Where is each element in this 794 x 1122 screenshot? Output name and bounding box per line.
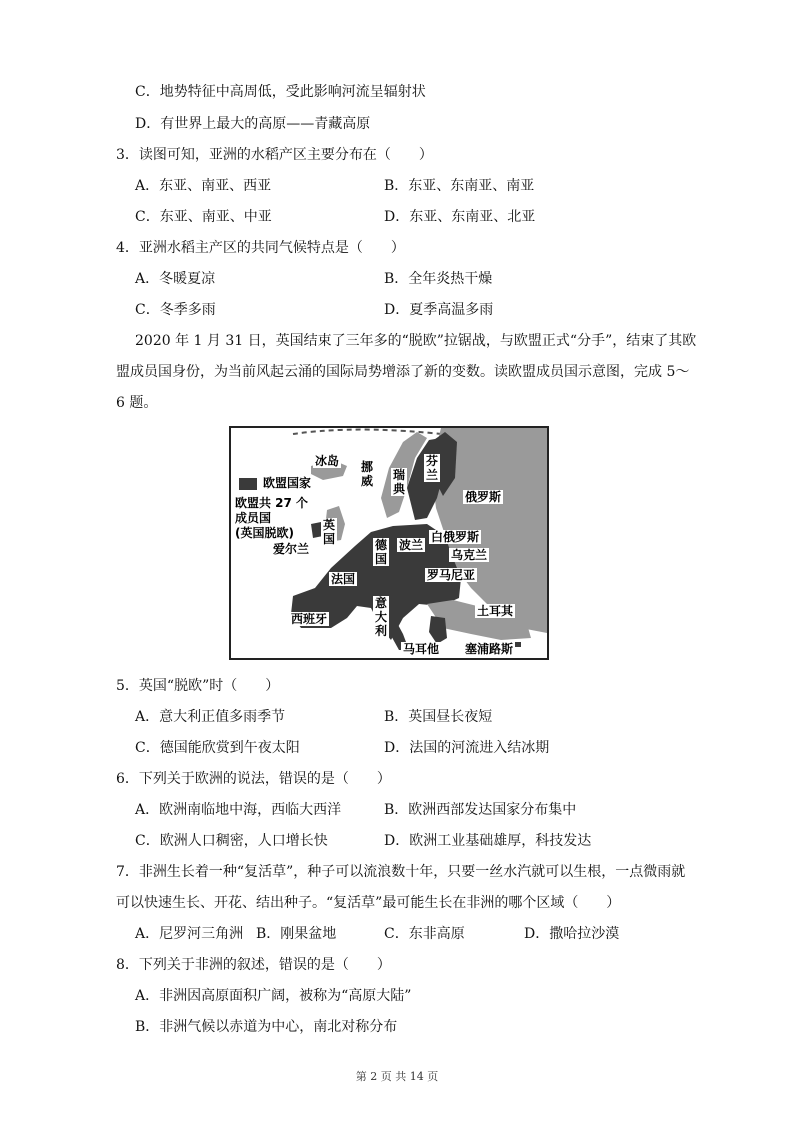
q2-option-d: D．有世界上最大的高原——青藏高原	[135, 116, 371, 132]
label-germany: 德国	[374, 538, 387, 566]
label-poland: 波兰	[399, 538, 424, 552]
page-footer: 第 2 页 共 14 页	[355, 1070, 439, 1083]
label-turkey: 土耳其	[477, 604, 514, 618]
map-note-line-3: (英国脱欧)	[235, 526, 294, 540]
greece-shape	[429, 616, 447, 644]
q7-option-b: B．刚果盆地	[256, 926, 337, 942]
q3-option-b: B．东亚、东南亚、南亚	[384, 178, 535, 194]
label-norway: 挪威	[360, 460, 373, 488]
q5-stem: 5．英国“脱欧”时（ ）	[116, 678, 280, 694]
label-italy: 意大利	[374, 596, 387, 638]
q7-option-d: D．撒哈拉沙漠	[524, 926, 620, 942]
q3-stem: 3．读图可知，亚洲的水稻产区主要分布在（ ）	[116, 147, 433, 163]
q4-option-c: C．冬季多雨	[135, 302, 216, 318]
q7-option-c: C．东非高原	[384, 926, 465, 942]
q8-stem: 8．下列关于非洲的叙述，错误的是（ ）	[116, 957, 391, 973]
q7-stem-line-1: 7．非洲生长着一种“复活草”，种子可以流浪数十年，只要一丝水汽就可以生根，一点微雨就	[116, 864, 686, 880]
q5-option-a: A．意大利正值多雨季节	[135, 709, 286, 725]
map-note-line-2: 成员国	[235, 511, 272, 525]
q4-stem: 4．亚洲水稻主产区的共同气候特点是（ ）	[116, 240, 405, 256]
legend-label: 欧盟国家	[263, 476, 312, 490]
eu-member-map	[229, 426, 549, 660]
legend-swatch	[239, 478, 257, 490]
label-belarus: 白俄罗斯	[431, 530, 480, 544]
q2-option-c: C．地势特征中高周低，受此影响河流呈辐射状	[135, 84, 426, 100]
passage-line-2: 盟成员国身份，为当前风起云涌的国际局势增添了新的变数。读欧盟成员国示意图，完成 5～	[116, 364, 690, 380]
map-note-line-1: 欧盟共 27 个	[235, 496, 309, 510]
passage-line-3: 6 题。	[116, 395, 158, 411]
label-ukraine: 乌克兰	[451, 548, 488, 562]
label-cyprus: 塞浦路斯	[465, 642, 514, 656]
q7-stem-line-2: 可以快速生长、开花、结出种子。“复活草”最可能生长在非洲的哪个区域（ ）	[116, 895, 621, 911]
q6-option-b: B．欧洲西部发达国家分布集中	[384, 802, 577, 818]
label-russia: 俄罗斯	[465, 490, 502, 504]
q8-option-b: B．非洲气候以赤道为中心，南北对称分布	[135, 1019, 398, 1035]
q6-option-a: A．欧洲南临地中海，西临大西洋	[135, 802, 342, 818]
q3-option-a: A．东亚、南亚、西亚	[135, 178, 272, 194]
q7-option-a: A．尼罗河三角洲	[135, 926, 244, 942]
q3-option-d: D．东亚、东南亚、北亚	[384, 209, 536, 225]
label-romania: 罗马尼亚	[427, 568, 476, 582]
q6-option-d: D．欧洲工业基础雄厚，科技发达	[384, 833, 592, 849]
label-spain: 西班牙	[291, 612, 328, 626]
label-malta: 马耳他	[403, 642, 440, 656]
q4-option-a: A．冬暖夏凉	[135, 271, 216, 287]
label-iceland: 冰岛	[315, 454, 340, 468]
q5-option-c: C．德国能欣赏到午夜太阳	[135, 740, 300, 756]
label-ireland: 爱尔兰	[273, 542, 310, 556]
label-finland: 芬兰	[425, 454, 438, 482]
label-sweden: 瑞典	[392, 468, 405, 496]
q6-option-c: C．欧洲人口稠密，人口增长快	[135, 833, 328, 849]
q5-option-b: B．英国昼长夜短	[384, 709, 493, 725]
label-france: 法国	[331, 572, 356, 586]
label-uk: 英国	[322, 518, 335, 546]
q5-option-d: D．法国的河流进入结冰期	[384, 740, 550, 756]
q3-option-c: C．东亚、南亚、中亚	[135, 209, 272, 225]
q4-option-b: B．全年炎热干燥	[384, 271, 493, 287]
passage-line-1: 2020 年 1 月 31 日，英国结束了三年多的“脱欧”拉锯战，与欧盟正式“分手”，结束了其欧	[135, 333, 697, 349]
q8-option-a: A．非洲因高原面积广阔，被称为“高原大陆”	[135, 988, 412, 1004]
q6-stem: 6．下列关于欧洲的说法，错误的是（ ）	[116, 771, 391, 787]
q4-option-d: D．夏季高温多雨	[384, 302, 494, 318]
